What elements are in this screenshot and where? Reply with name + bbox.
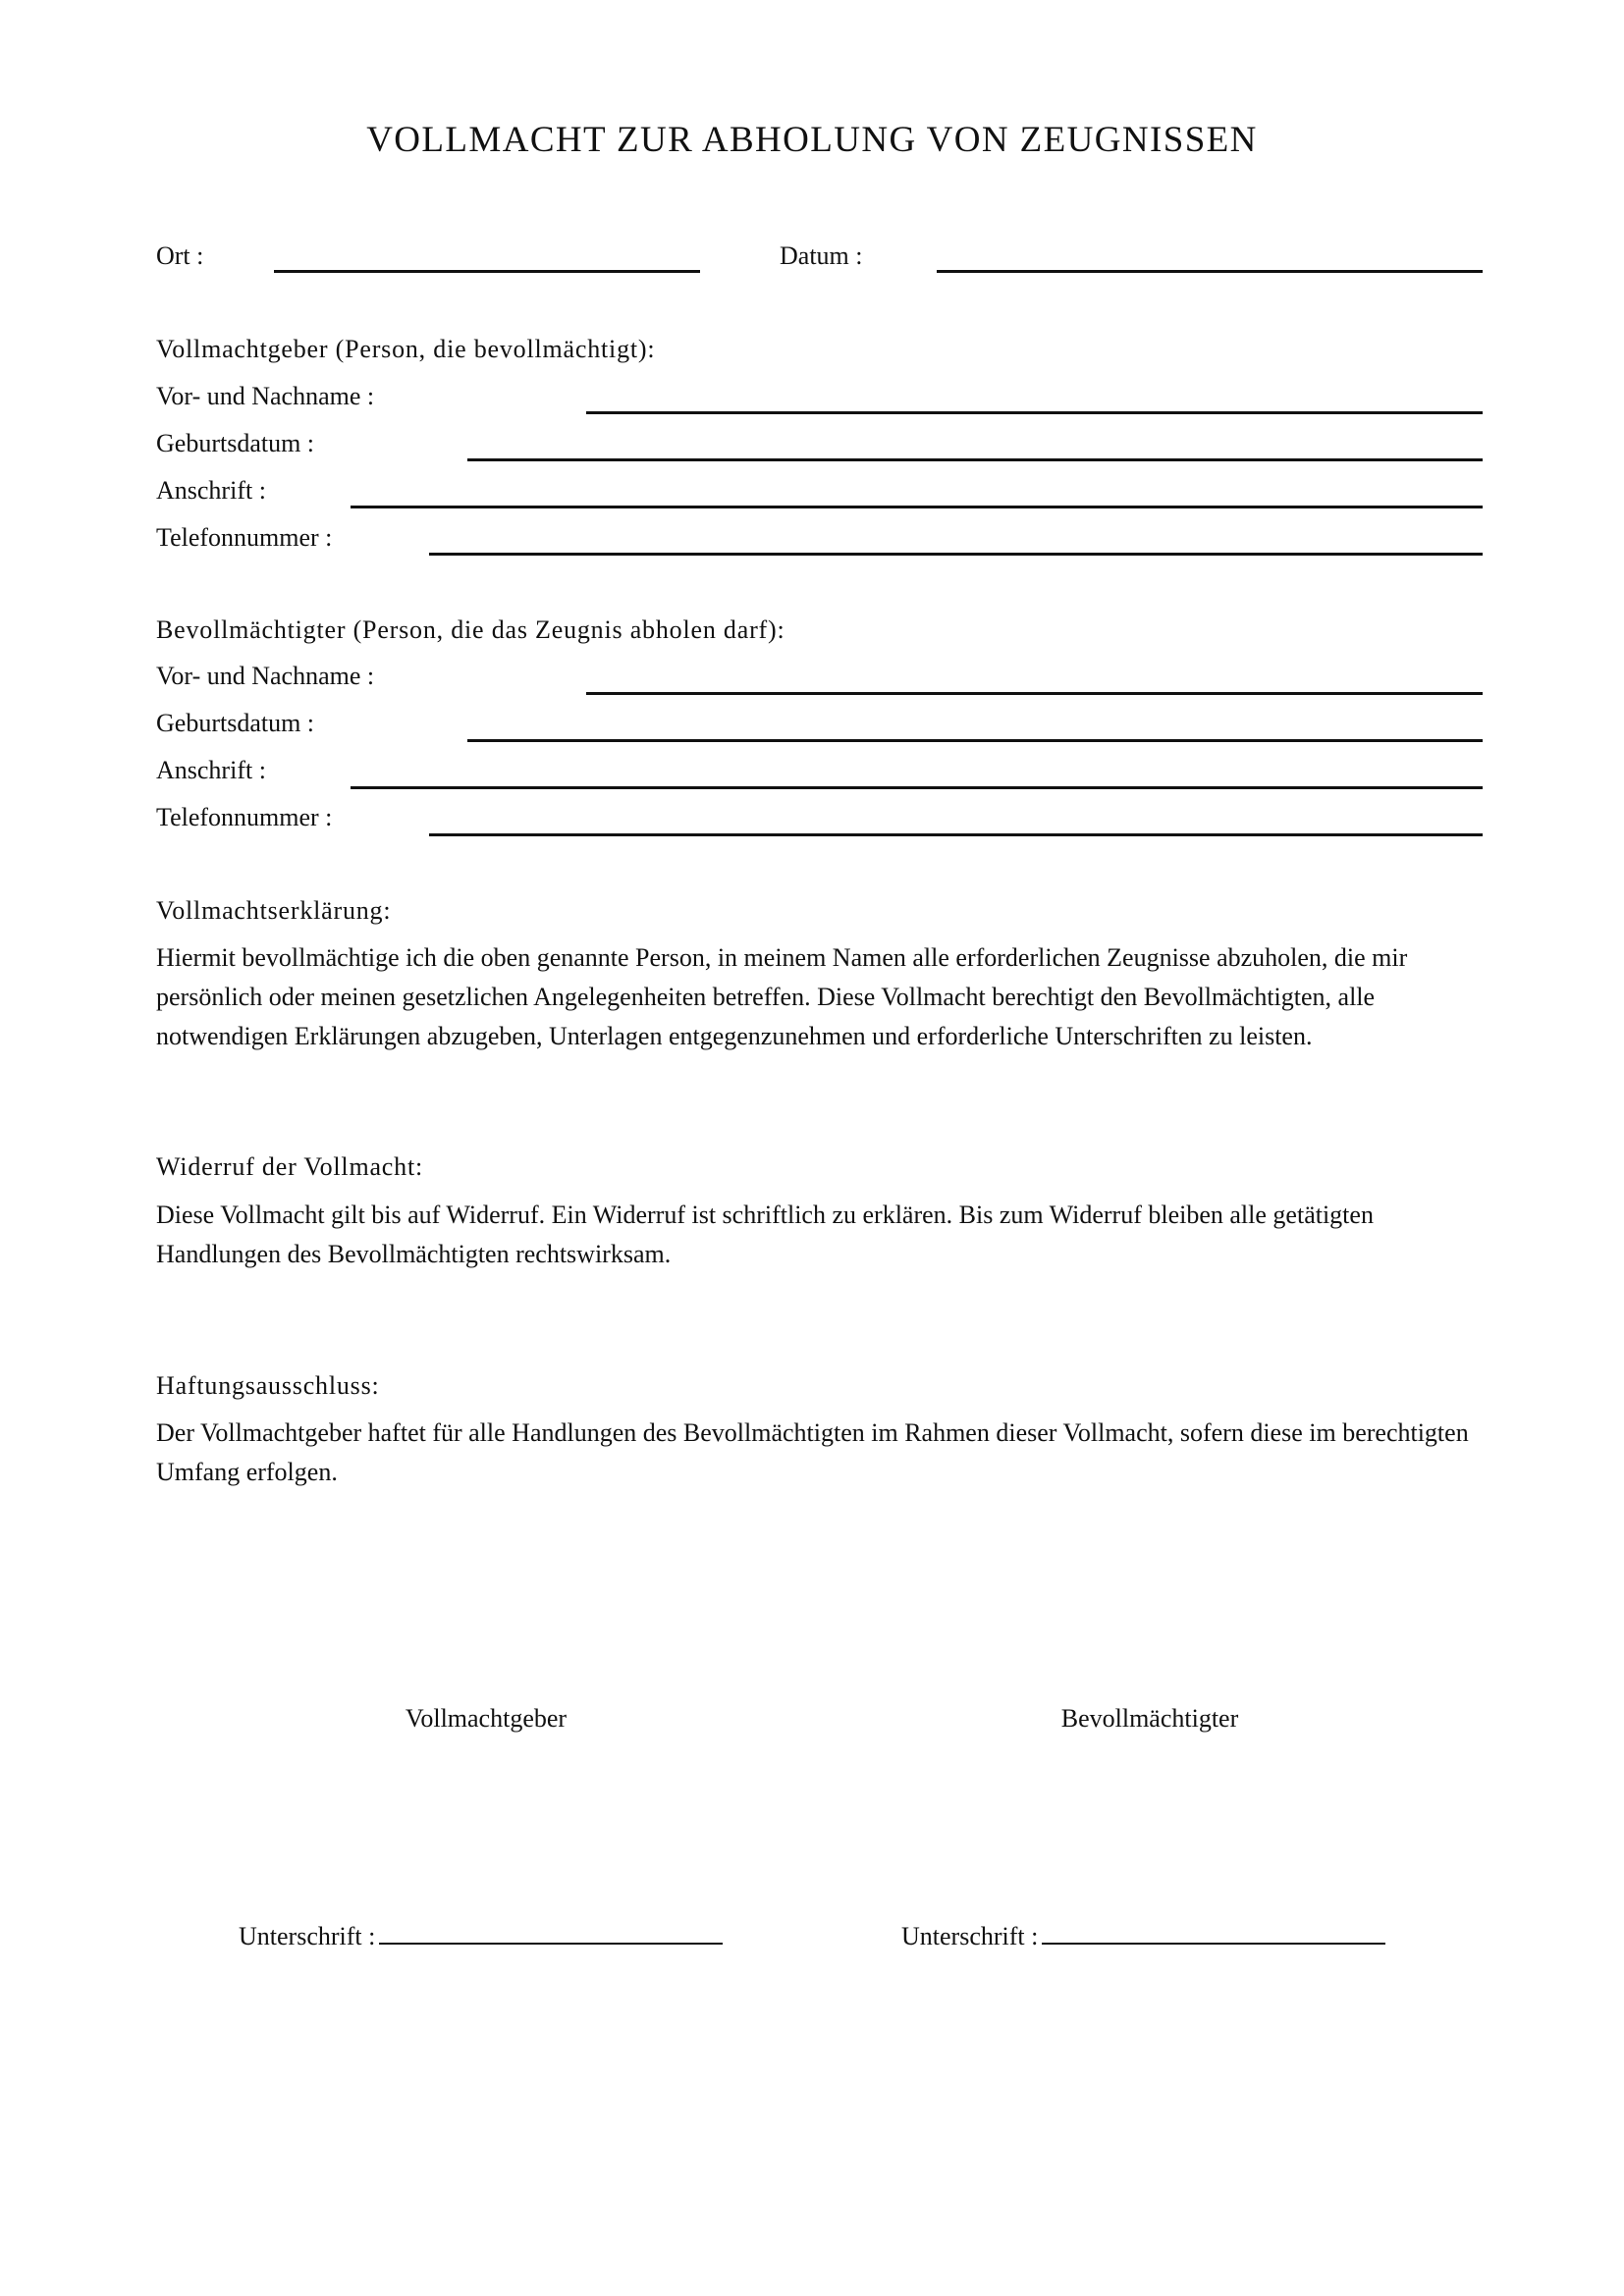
agent-name-label: Vor- und Nachname :	[156, 662, 375, 690]
document-title: VOLLMACHT ZUR ABHOLUNG VON ZEUGNISSEN	[366, 120, 1258, 160]
ort-label: Ort :	[156, 241, 204, 270]
grantor-signature-field[interactable]	[379, 1921, 723, 1945]
grantor-address-field[interactable]	[351, 506, 1483, 508]
datum-field[interactable]	[937, 270, 1483, 273]
liability-heading: Haftungsausschluss:	[156, 1371, 380, 1400]
datum-label: Datum :	[780, 241, 863, 270]
grantor-birth-label: Geburtsdatum :	[156, 429, 315, 457]
liability-text: Der Vollmachtgeber haftet für alle Handlungen des Bevollmächtigten im Rahmen dieser Vollmacht, sofern diese im berechtigten Umfang erfolgen.	[156, 1418, 1469, 1486]
grantor-name-label: Vor- und Nachname :	[156, 382, 375, 410]
agent-phone-field[interactable]	[429, 833, 1483, 836]
grantor-address-label: Anschrift :	[156, 476, 266, 505]
revocation-text: Diese Vollmacht gilt bis auf Widerruf. Ein Widerruf ist schriftlich zu erklären. Bis zum Widerruf bleiben alle getätigten Handlungen des Bevollmächtigten rechtswirksam.	[156, 1201, 1374, 1268]
agent-signature-row	[901, 1921, 1385, 1951]
declaration-heading: Vollmachtserklärung:	[156, 896, 392, 925]
grantor-signature-title: Vollmachtgeber	[405, 1704, 568, 1733]
grantor-birth-field[interactable]	[467, 458, 1483, 461]
agent-birth-label: Geburtsdatum :	[156, 709, 315, 737]
agent-birth-field[interactable]	[467, 739, 1483, 742]
agent-address-label: Anschrift :	[156, 756, 266, 784]
agent-phone-label: Telefonnummer :	[156, 803, 333, 831]
grantor-phone-label: Telefonnummer :	[156, 523, 333, 552]
grantor-heading: Vollmachtgeber (Person, die bevollmächtigt):	[156, 335, 656, 363]
agent-name-field[interactable]	[586, 692, 1483, 695]
ort-field[interactable]	[274, 270, 700, 273]
revocation-heading: Widerruf der Vollmacht:	[156, 1152, 423, 1181]
agent-signature-label: Unterschrift :	[901, 1922, 1039, 1950]
agent-address-field[interactable]	[351, 786, 1483, 789]
grantor-phone-field[interactable]	[429, 553, 1483, 556]
grantor-signature-label: Unterschrift :	[239, 1922, 376, 1950]
declaration-text: Hiermit bevollmächtige ich die oben genannte Person, in meinem Namen alle erforderlichen Zeugnisse abzuholen, die mir persönlich oder meinen gesetzlichen Angelegenheiten betreffen. Diese Vollmacht berechtigt den Bevollmächtigten, alle notwendigen Erklärungen abzugeben, Unterlagen entgegenzunehmen und erforderliche Unterschriften zu leisten.	[156, 943, 1408, 1050]
agent-signature-title: Bevollmächtigter	[1060, 1704, 1239, 1733]
agent-signature-field[interactable]	[1042, 1921, 1385, 1945]
grantor-name-field[interactable]	[586, 411, 1483, 414]
agent-heading: Bevollmächtigter (Person, die das Zeugnis abholen darf):	[156, 615, 785, 644]
grantor-signature-row	[239, 1921, 723, 1951]
